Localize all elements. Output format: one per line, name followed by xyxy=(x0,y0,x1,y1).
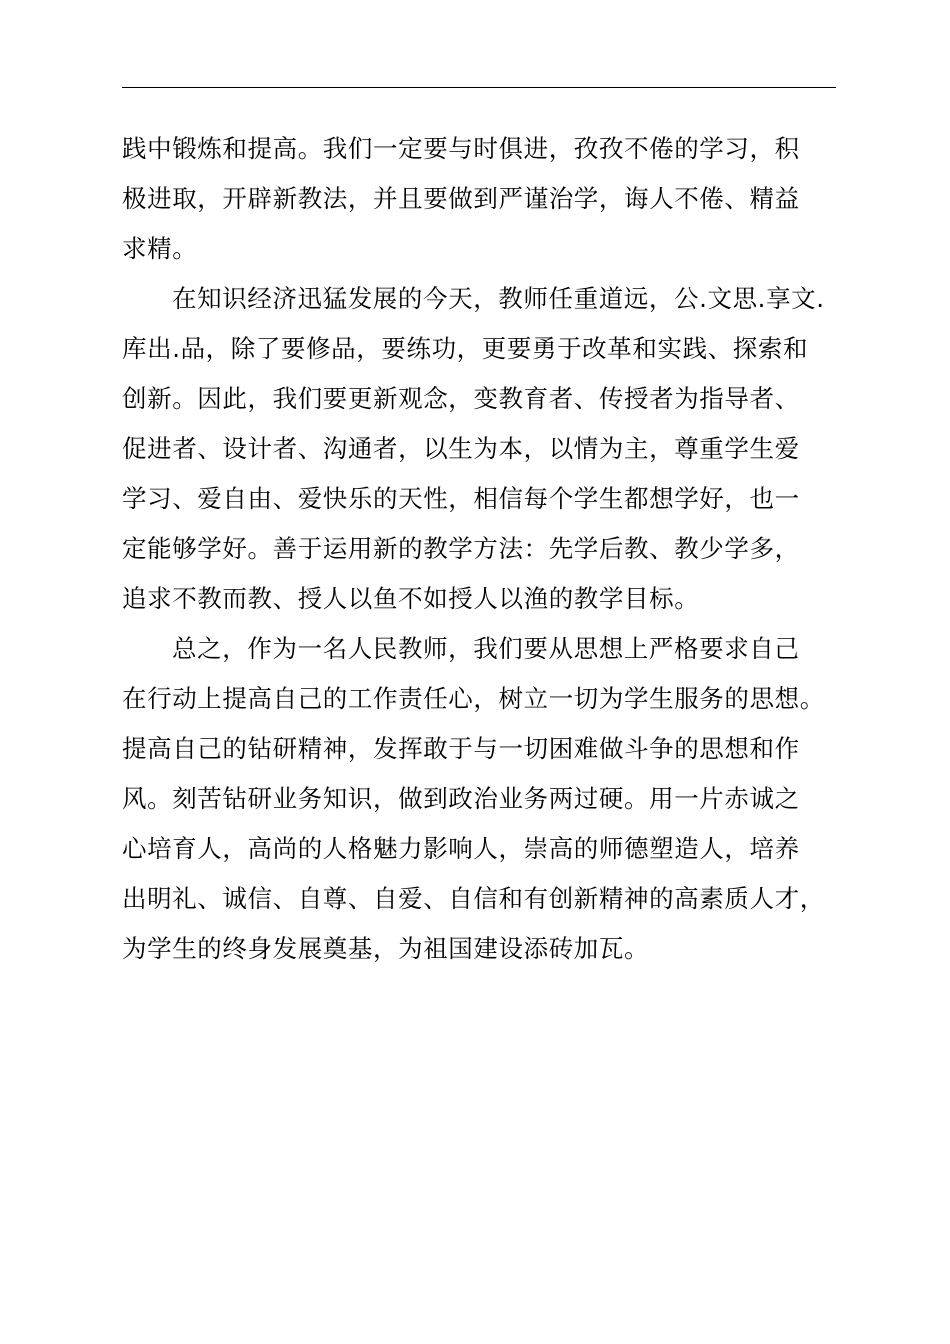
text-line: 心培育人，高尚的人格魅力影响人，崇高的师德塑造人，培养 xyxy=(122,834,800,863)
paragraph xyxy=(122,124,862,274)
document-body xyxy=(122,124,862,974)
text-line: 在行动上提高自己的工作责任心，树立一切为学生服务的思想。 xyxy=(122,684,825,713)
text-line: 极进取，开辟新教法，并且要做到严谨治学，诲人不倦、精益 xyxy=(122,184,800,213)
text-line: 践中锻炼和提高。我们一定要与时俱进，孜孜不倦的学习，积 xyxy=(122,134,800,163)
text-line: 风。刻苦钻研业务知识，做到政治业务两过硬。用一片赤诚之 xyxy=(122,784,800,813)
text-line: 在知识经济迅猛发展的今天，教师任重道远，公.文思.享文. xyxy=(172,284,825,313)
text-line: 创新。因此，我们要更新观念，变教育者、传授者为指导者、 xyxy=(122,384,800,413)
text-line: 为学生的终身发展奠基，为祖国建设添砖加瓦。 xyxy=(122,934,650,963)
text-line: 提高自己的钻研精神，发挥敢于与一切困难做斗争的思想和作 xyxy=(122,734,800,763)
paragraph xyxy=(122,624,862,974)
text-line: 追求不教而教、授人以鱼不如授人以渔的教学目标。 xyxy=(122,584,700,613)
text-line: 学习、爱自由、爱快乐的天性，相信每个学生都想学好，也一 xyxy=(122,484,800,513)
text-line: 求精。 xyxy=(122,234,198,263)
text-line: 总之，作为一名人民教师，我们要从思想上严格要求自己 xyxy=(172,634,800,663)
paragraph xyxy=(122,274,862,624)
header-divider xyxy=(122,87,836,88)
text-line: 促进者、设计者、沟通者，以生为本，以情为主，尊重学生爱 xyxy=(122,434,800,463)
text-line: 出明礼、诚信、自尊、自爱、自信和有创新精神的高素质人才， xyxy=(122,884,825,913)
text-line: 定能够学好。善于运用新的教学方法：先学后教、教少学多， xyxy=(122,534,800,563)
text-line: 库出.品，除了要修品，要练功，更要勇于改革和实践、探索和 xyxy=(122,334,809,363)
